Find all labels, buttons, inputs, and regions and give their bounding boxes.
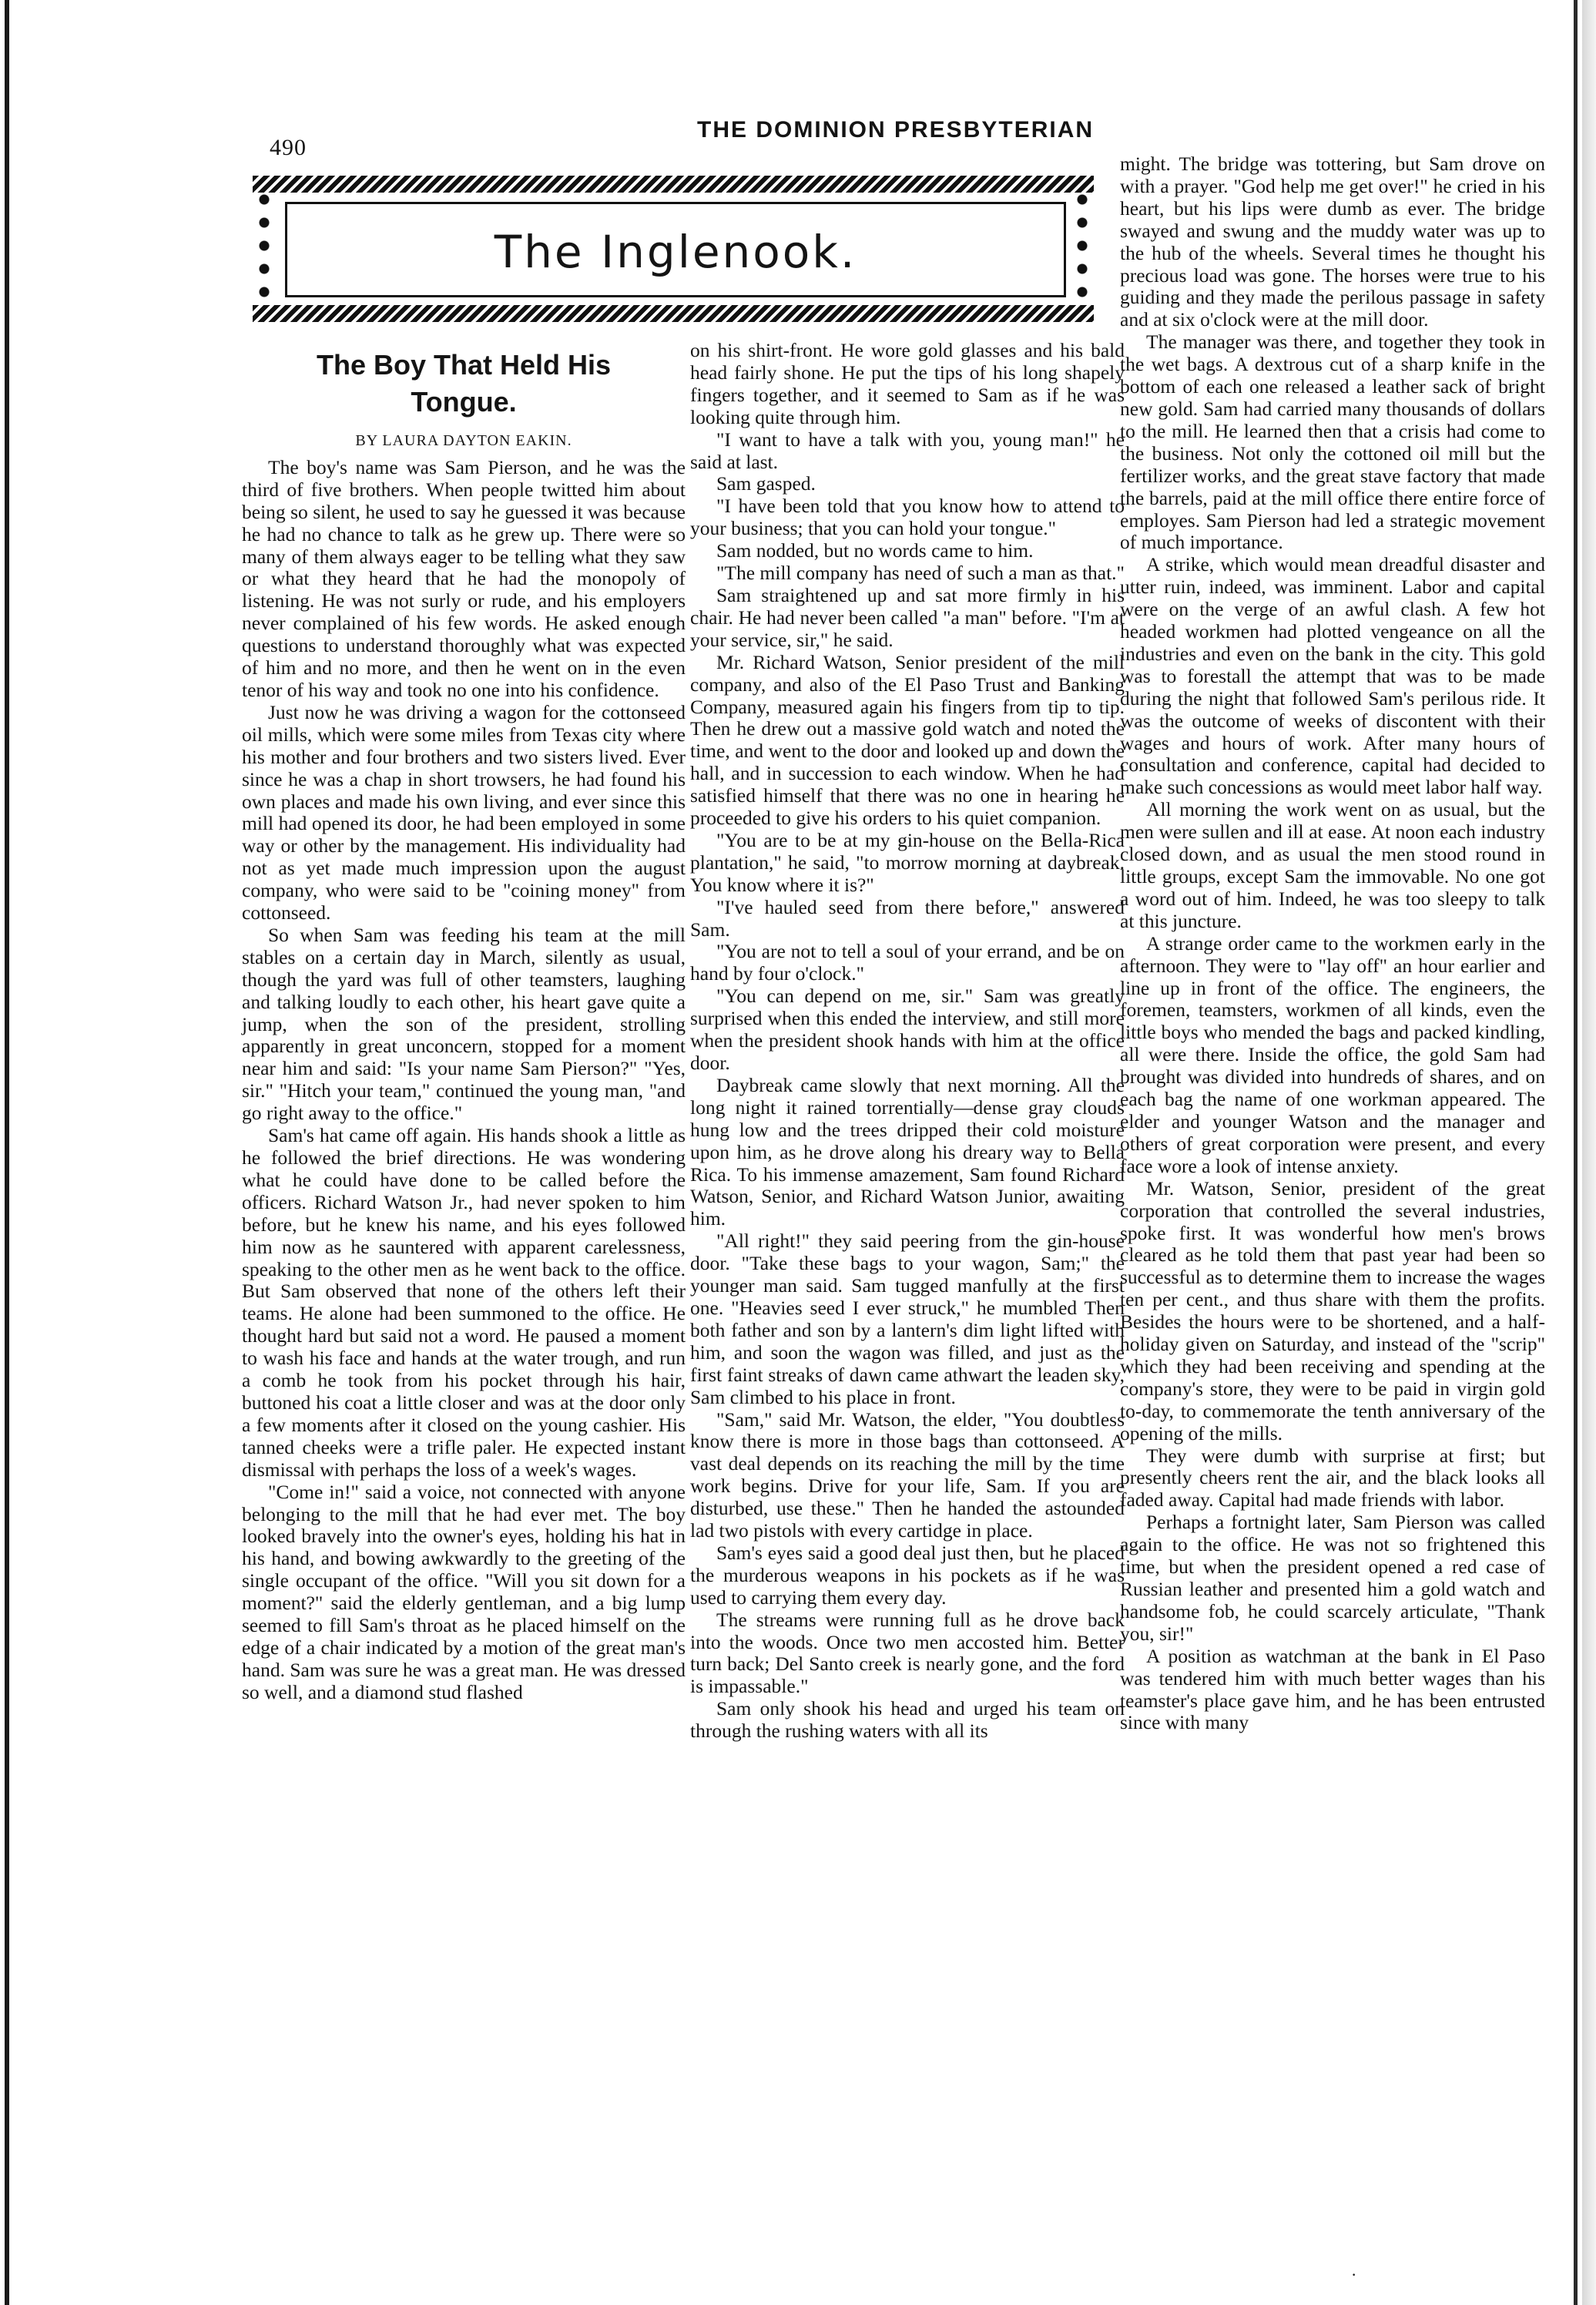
- page-number: 490: [270, 135, 307, 160]
- paragraph: They were dumb with surprise at first; but presently cheers rent the air, and the black looks all faded away. Capital had made friends with labor.: [1120, 1444, 1545, 1512]
- paragraph: "All right!" they said peering from the gin-house door. "Take these bags to your wagon, Sam;" the younger man said. Sam tugged manfully at the first one. "Heavies seed I ever struck," he mumbled Then both father and son by a lantern's dim light lifted with him, and soon the wagon was filled, and just as the first faint streaks of dawn came athwart the leaden sky, Sam climbed to his place in front.: [690, 1230, 1125, 1408]
- paragraph: A strike, which would mean dreadful disaster and utter ruin, indeed, was imminent. Labor and capital were on the verge of an awful clash. A few hot headed workmen had plotted vengeance on all the industries and even on the bank in the city. This gold was to forestall the attempt that was to be made during the night that followed Sam's perilous ride. It was the outcome of weeks of discontent with their wages and hours of work. After many hours of consultation and conference, capital had decided to make such concessions as would meet labor half way.: [1120, 553, 1545, 799]
- paragraph: "I have been told that you know how to attend to your business; that you can hold your tongue.": [690, 495, 1125, 540]
- paragraph: "Sam," said Mr. Watson, the elder, "You doubtless know there is more in those bags than cottonseed. A vast deal depends on its reaching the mill by the time work begins. Drive for your life, Sam. If you are disturbed, use these." Then he handed the astounded lad two pistols with every cartidge in place.: [690, 1407, 1125, 1542]
- column-3: [1120, 153, 1545, 1734]
- paragraph: might. The bridge was tottering, but Sam drove on with a prayer. "God help me get over!" he cried in his heart, but his lips were dumb as ever. The bridge swayed and swung and the muddy water was up to the hub of the wheels. Several times he thought his precious load was gone. The horses were true to his guiding and they made the perilous passage in safety and at six o'clock were at the mill door.: [1120, 153, 1545, 331]
- paragraph: "You are not to tell a soul of your errand, and be on hand by four o'clock.": [690, 940, 1125, 985]
- paragraph: "I want to have a talk with you, young man!" he said at last.: [690, 428, 1125, 473]
- running-head: THE DOMINION PRESBYTERIAN: [697, 117, 1095, 143]
- paragraph: Mr. Watson, Senior, president of the great corporation that controlled the several industries, spoke first. It was wonderful how men's brows cleared as he told them that past year had been so successful as to determine them to increase the wages ten per cent., and thus share with them the profits. Besides the hours were to be shortened, and a half-holiday given on Saturday, and instead of the "scrip" which they had been receiving and spending at the company's store, they were to be paid in virgin gold to-day, to commemorate the tenth anniversary of the opening of the mills.: [1120, 1176, 1545, 1444]
- article-title: [242, 347, 686, 421]
- paragraph: A position as watchman at the bank in El Paso was tendered him with much better wages than his teamster's place gave him, and he has been entrusted since with many: [1120, 1644, 1545, 1734]
- paragraph: "The mill company has need of such a man as that.": [716, 562, 1125, 585]
- paragraph: Sam nodded, but no words came to him.: [716, 539, 1034, 562]
- paragraph: Daybreak came slowly that next morning. All the long night it rained torrentially—dense gray clouds hung low and the trees dripped their cold moisture upon him, as he drove along his dreary way to Bella Rica. To his immense amazement, Sam found Richard Watson, Senior, and Richard Watson Junior, awaiting him.: [690, 1073, 1125, 1230]
- paragraph: Perhaps a fortnight later, Sam Pierson was called again to the office. He was not so frightened this time, but when the president opened a red case of Russian leather and presented him a gold watch and handsome fob, he could scarcely articulate, "Thank you, sir!": [1120, 1511, 1545, 1645]
- scan-edge-left: [5, 0, 9, 2305]
- byline: BY LAURA DAYTON EAKIN.: [355, 432, 572, 449]
- paragraph: All morning the work went on as usual, but the men were sullen and ill at ease. At noon each industry closed down, and as usual the men stood round in little groups, except Sam the immovable. No one got a word out of him. Indeed, he was too sleepy to talk at this juncture.: [1120, 798, 1545, 932]
- paragraph: "Come in!" said a voice, not connected with anyone belonging to the mill that he had ever met. The boy looked bravely into the owner's eyes, holding his hat in his hand, and bowing awkwardly to the greeting of the single occupant of the office. "Will you sit down for a moment?" said the elderly gentleman, and a big lump seemed to fill Sam's throat as he placed himself on the edge of a chair indicated by a motion of the great man's hand. Sam was sure he was a great man. He was dressed so well, and a diamond stud flashed: [242, 1480, 686, 1703]
- article-title-line-1: The Boy That Held His: [316, 349, 612, 381]
- paragraph: The manager was there, and together they took in the wet bags. A dextrous cut of a sharp knife in the bottom of each one released a leather sack of bright new gold. Sam had carried many thousands of dollars to the mill. He learned then that a crisis had come to the business. Not only the cottoned oil mill but the fertilizer works, and the great stave factory that made the barrels, paid at the mill office there entire force of employes. Sam Pierson had led a strategic movement of much importance.: [1120, 330, 1545, 554]
- paragraph: Just now he was driving a wagon for the cottonseed oil mills, which were some miles from Texas city where his mother and four brothers and two sisters lived. Ever since he was a chap in short trowsers, he had found his own places and made his own living, and ever since this mill had opened its door, he had been employed in some way or other by the management. His individuality had not as yet made much impression upon the august company, who were said to be "coining money" from cottonseed.: [242, 700, 686, 924]
- paragraph: "You are to be at my gin-house on the Bella-Rica plantation," he said, "to morrow morning at daybreak. You know where it is?": [690, 828, 1125, 896]
- column-1: [242, 339, 686, 1704]
- section-title: The Inglenook.: [494, 226, 857, 278]
- scan-page-edge: [1582, 0, 1596, 2305]
- article-title-line-2: Tongue.: [411, 386, 517, 418]
- ornamental-border-left: [253, 188, 276, 304]
- ornamental-border-bottom: [253, 305, 1094, 322]
- paragraph: A strange order came to the workmen early in the afternoon. They were to "lay off" an hour earlier and line up in front of the office. The engineers, the foremen, teamsters, workmen of all kinds, even the little boys who mended the bags and packed kindling, all were there. Inside the office, the gold Sam had brought was divided into hundreds of shares, and on each bag the name of one workman appeared. The elder and younger Watson and the manager and others of great corporation were present, and every face wore a look of intense anxiety.: [1120, 931, 1545, 1177]
- banner-frame: [285, 202, 1066, 297]
- print-mark: ·: [1351, 2265, 1357, 2284]
- paragraph: Sam's hat came off again. His hands shook a little as he followed the brief directions. He was wondering what he could have done to be called before the officers. Richard Watson Jr., had never spoken to him before, but he knew his name, and his eyes followed him now as he sauntered with apparent carelessness, speaking to the other men as he went back to the office. But Sam observed that none of the others left their teams. He alone had been summoned to the office. He thought hard but said not a word. He paused a moment to wash his face and hands at the water trough, and run a comb he took from his pocket through his hair, buttoned his coat a little closer and was at the door only a few moments after it closed on the young cashier. His tanned cheeks were a trifle paler. He expected instant dismissal with perhaps the loss of a week's wages.: [242, 1124, 686, 1481]
- paragraph: "You can depend on me, sir." Sam was greatly surprised when this ended the interview, and still more when the president shook hands with him at the office door.: [690, 985, 1125, 1074]
- column-2: [690, 340, 1125, 1743]
- paragraph: Mr. Richard Watson, Senior president of the mill company, and also of the El Paso Trust and Banking Company, measured again his fingers from tip to tip. Then he drew out a massive gold watch and noted the time, and went to the door and looked up and down the hall, and in succession to each window. When he had satisfied himself that there was no one in hearing he proceeded to give his orders to his quiet companion.: [690, 650, 1125, 830]
- paragraph: Sam straightened up and sat more firmly in his chair. He had never been called "a man" before. "I'm at your service, sir," he said.: [690, 583, 1125, 651]
- paragraph: Sam's eyes said a good deal just then, but he placed the murderous weapons in his pockets as if he was used to carrying them every day.: [690, 1541, 1125, 1609]
- paragraph: on his shirt-front. He wore gold glasses and his bald head fairly shone. He put the tips of his long shapely fingers together, and it seemed to Sam as if he was looking quite through him.: [690, 339, 1125, 428]
- paragraph: Sam gasped.: [716, 472, 816, 495]
- paragraph: The streams were running full as he drove back into the woods. Once two men accosted him. Better turn back; Del Santo creek is nearly gone, and the ford is impassable.": [690, 1608, 1125, 1698]
- paragraph: The boy's name was Sam Pierson, and he was the third of five brothers. When people twitted him about being so silent, he used to say he guessed it was because he had no chance to talk as he grew up. There were so many of them always eager to be telling what they saw or what they heard that he had the monopoly of listening. He was not surly or rude, and his employers never complained of his few words. He asked enough questions to understand thoroughly what was expected of him and no more, and then he went on in the even tenor of his way and took no one into his confidence.: [242, 455, 686, 701]
- paragraph: Sam only shook his head and urged his team on through the rushing waters with all its: [690, 1697, 1125, 1743]
- paragraph: "I've hauled seed from there before," answered Sam.: [690, 895, 1125, 941]
- ornamental-border-top: [253, 176, 1094, 193]
- paragraph: So when Sam was feeding his team at the mill stables on a certain day in March, silently as usual, though the yard was full of other teamsters, laughing and talking loudly to each other, his heart gave quite a jump, when the son of the president, strolling apparently in great unconcern, stopped for a moment near him and said: "Is your name Sam Pierson?" "Yes, sir." "Hitch your team," continued the young man, "and go right away to the office.": [242, 923, 686, 1125]
- scan-edge-right: [1574, 0, 1578, 2305]
- section-banner: [253, 171, 1094, 325]
- ornamental-border-right: [1071, 188, 1094, 304]
